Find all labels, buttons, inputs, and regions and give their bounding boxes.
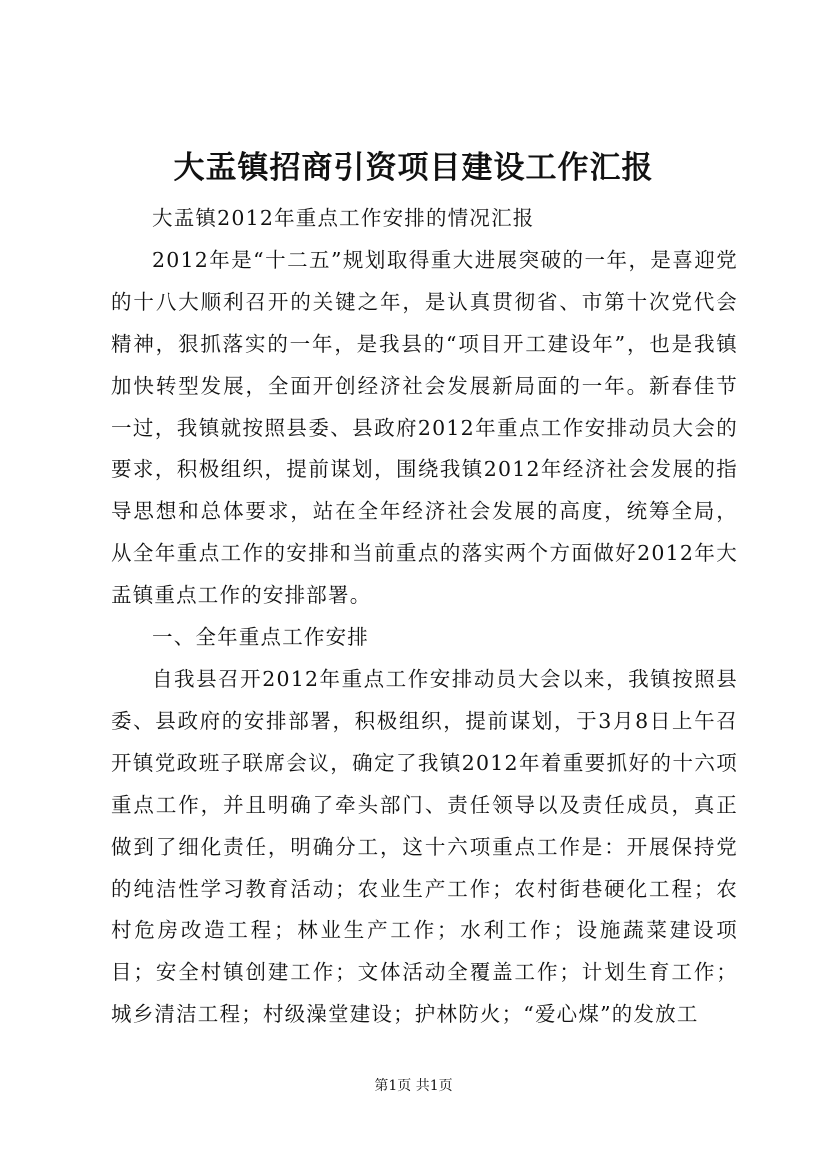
subtitle-paragraph: 大盂镇2012年重点工作安排的情况汇报	[152, 206, 535, 230]
section-heading: 一、全年重点工作安排	[152, 625, 369, 650]
intro-paragraph: 2012年是“十二五”规划取得重大进展突破的一年，是喜迎党的十八大顺利召开的关键之年，是认真贯彻省、市第十次党代会精神，狠抓落实的一年，是我县的“项目开工建设年”，也是我镇加快转型发展，全面开创经济社会发展新局面的一年。新春佳节一过，我镇就按照县委、县政府2012年重点工作安排动员大会的要求，积极组织，提前谋划，围绕我镇2012年经济社会发展的指导思想和总体要求，站在全年经济社会发展的高度，统筹全局，从全年重点工作的安排和当前重点的落实两个方面做好2012年大盂镇重点工作的安排部署。	[111, 247, 738, 608]
page-footer: 第1页 共1页	[374, 1078, 453, 1094]
section-paragraph: 自我县召开2012年重点工作安排动员大会以来，我镇按照县委、县政府的安排部署，积极组织，提前谋划，于3月8日上午召开镇党政班子联席会议，确定了我镇2012年着重要抓好的十六项重点工作，并且明确了牵头部门、责任领导以及责任成员，真正做到了细化责任，明确分工，这十六项重点工作是：开展保持党的纯洁性学习教育活动；农业生产工作；农村街巷硬化工程；农村危房改造工程；林业生产工作；水利工作；设施蔬菜建设项目；安全村镇创建工作；文体活动全覆盖工作；计划生育工作；城乡清洁工程；村级澡堂建设；护林防火；“爱心煤”的发放工	[111, 666, 738, 1027]
document-title: 大盂镇招商引资项目建设工作汇报	[173, 150, 654, 186]
document-body	[111, 198, 738, 1036]
